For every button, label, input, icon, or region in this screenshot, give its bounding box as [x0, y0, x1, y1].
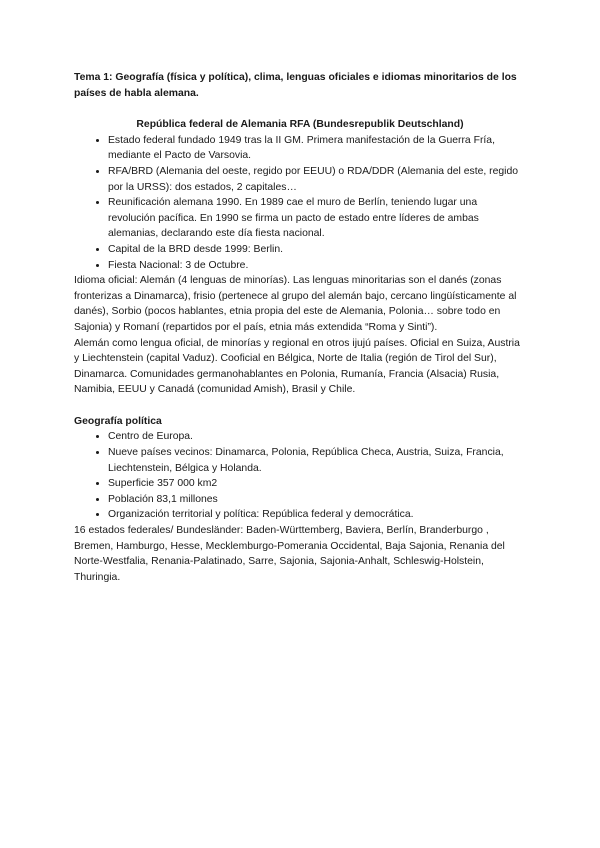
- states-paragraph: 16 estados federales/ Bundesländer: Baden-Württemberg, Baviera, Berlín, Branderburgo , Bremen, Hamburgo, Hesse, Mecklemburgo-Pomerania Occidental, Baja Sajonia, Renania del Norte-Westfalia, Renania-Palatinado, Sarre, Sajonia, Sajonia-Anhalt, Schleswig-Holstein, Thuringia.: [74, 525, 505, 583]
- language-paragraph: Idioma oficial: Alemán (4 lenguas de minorías). Las lenguas minoritarias son el danés (zonas fronterizas a Dinamarca), frisio (pertenece al grupo del alemán bajo, cercano lingüísticamente al danés), Sorbio (pocos hablantes, etnia propia del este de Alemania, Polonia… sobre todo en Sajonia) y Romaní (repartidos por el país, etnia más extendida “Roma y Sinti”).: [74, 275, 517, 333]
- document-page: [74, 70, 526, 585]
- list-item: • Reunificación alemana 1990. En 1989 cae el muro de Berlín, teniendo lugar una revolución pacífica. En 1990 se firma un pacto de estado entre líderes de ambas alemanias, declarando este día fiesta nacional.: [108, 195, 526, 242]
- countries-paragraph: Alemán como lengua oficial, de minorías y regional en otros ijujú países. Oficial en Suiza, Austria y Liechtenstein (capital Vaduz). Cooficial en Bélgica, Norte de Italia (región de Tirol del Sur), Dinamarca. Comunidades germanohablantes en Polonia, Rumanía, Francia (Alsacia) Rusia, Namibia, EEUU y Canadá (comunidad Amish), Brasil y Chile.: [74, 337, 520, 396]
- list-item: • Estado federal fundado 1949 tras la II GM. Primera manifestación de la Guerra Fría, mediante el Pacto de Varsovia.: [108, 133, 526, 164]
- list-item: • Organización territorial y política: República federal y democrática.: [108, 507, 526, 523]
- heading-text: Geografía (física y política), clima, lenguas oficiales e idiomas minoritarios de los países de habla alemana.: [74, 72, 517, 99]
- list-item: • Población 83,1 millones: [108, 492, 526, 508]
- list-item: • Superficie 357 000 km2: [108, 476, 526, 492]
- list-item: • Capital de la BRD desde 1999: Berlin.: [108, 242, 526, 258]
- list-item: • Centro de Europa.: [108, 429, 526, 445]
- geography-bullet-list: [74, 429, 526, 523]
- heading-label: Tema 1:: [74, 72, 113, 83]
- list-item: • Nueve países vecinos: Dinamarca, Polonia, República Checa, Austria, Suiza, Francia, Liechtenstein, Bélgica y Holanda.: [108, 445, 526, 476]
- list-item: • Fiesta Nacional: 3 de Octubre.: [108, 258, 526, 274]
- geography-section-title: Geografía política: [74, 415, 162, 427]
- section-subtitle: República federal de Alemania RFA (Bundesrepublik Deutschland): [136, 119, 464, 131]
- list-item: • RFA/BRD (Alemania del oeste, regido por EEUU) o RDA/DDR (Alemania del este, regido por la URSS): dos estados, 2 capitales…: [108, 164, 526, 195]
- document-heading: [74, 70, 526, 101]
- intro-bullet-list: [74, 133, 526, 273]
